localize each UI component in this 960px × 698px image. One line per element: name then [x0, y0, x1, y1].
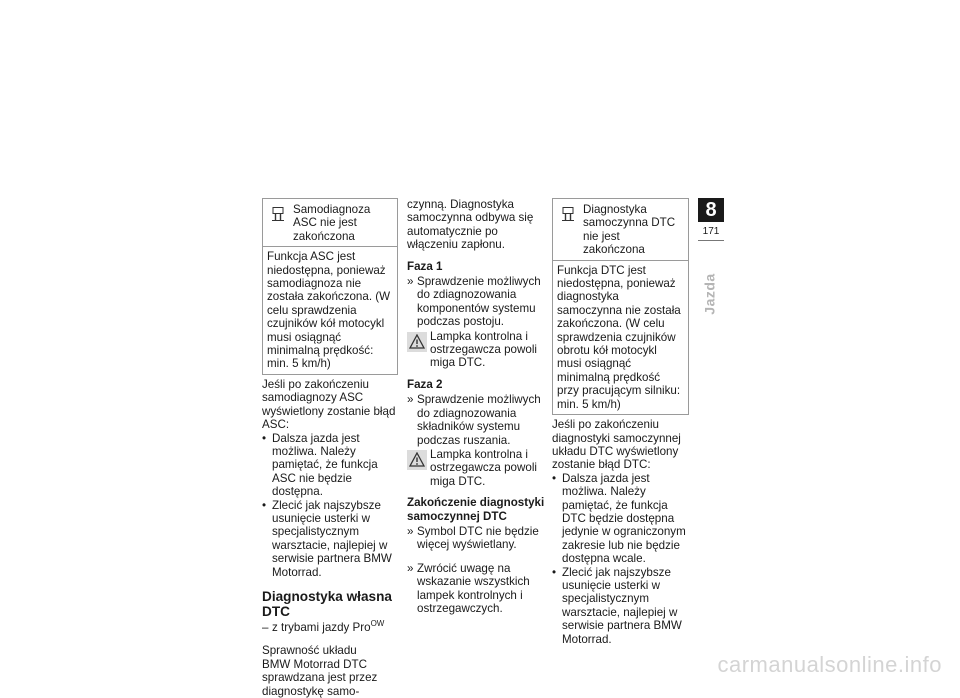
asc-error-list — [262, 432, 398, 579]
column-2 — [407, 198, 546, 615]
list-item: » Symbol DTC nie będzie więcej wyświetlany. — [407, 525, 546, 552]
phase2-lamp-text: Lampka kontrolna i ostrzegawcza powoli miga DTC. — [430, 447, 537, 488]
asc-error-intro: Jeśli po zakończeniu samodiagnozy ASC wyświetlony zostanie błąd ASC: — [262, 377, 396, 432]
function-label: Sprawność układu — [262, 644, 357, 658]
warning-triangle-icon — [407, 450, 427, 470]
list-item: • Zlecić jak najszybsze usunięcie usterki w specjalistycznym warsztacie, najlepiej w serwisie partnera BMW Motorrad. — [262, 499, 398, 579]
page-divider — [698, 240, 724, 241]
list-item: » Sprawdzenie możliwych do zdiagnozowania składników systemu podczas ruszania. — [407, 393, 546, 447]
dtc-note-title: Diagnostyka samoczynna DTC nie jest zakończona — [583, 203, 676, 257]
continuation-text: czynną. Diagnostyka samoczynna odbywa się automatycznie po włączeniu zapłonu. — [407, 198, 534, 252]
riding-modes-text: z trybami jazdy Pro — [272, 620, 371, 634]
dtc-note-box — [552, 198, 689, 415]
dash-mark: – — [262, 620, 269, 634]
section-title — [700, 268, 720, 320]
asc-note-header — [263, 199, 397, 247]
phase1-lamp-note — [407, 330, 546, 370]
phase1-lamp-text: Lampka kontrolna i ostrzegawcza powoli miga DTC. — [430, 329, 537, 370]
warning-triangle-icon — [407, 332, 427, 352]
asc-note-box — [262, 198, 398, 375]
page-number: 171 — [702, 226, 720, 237]
function-text: BMW Motorrad DTC sprawdzana jest przez diagnostykę samo- — [262, 657, 378, 698]
end-diagnostics-title: Zakończenie diagnostyki samoczynnej DTC — [407, 496, 545, 523]
chapter-number: 8 — [698, 198, 724, 222]
list-item: • Zlecić jak najszybsze usunięcie usterki w specjalistycznym warsztacie, najlepiej w serwisie partnera BMW Motorrad. — [552, 566, 689, 646]
column-1 — [262, 198, 398, 698]
phase1-steps — [407, 275, 546, 329]
dtc-note-body: Funkcja DTC jest niedostępna, ponieważ diagnostyka samoczynna nie została zakończona. (W celu sprawdzenia czujników obrotu kół motocykl musi osiągnąć minimalną prędkość przy pracującym silniku: min. 5 km/h) — [557, 263, 681, 411]
column-3 — [552, 198, 689, 646]
phase1-title: Faza 1 — [407, 259, 443, 273]
list-item: » Zwrócić uwagę na wskazanie wszystkich lampek kontrolnych i ostrzegawczych. — [407, 562, 546, 616]
dtc-note-header — [553, 199, 688, 261]
riding-modes-line — [262, 621, 398, 634]
flag-marker-icon — [557, 203, 579, 221]
end-diagnostics-steps — [407, 525, 546, 615]
asc-note-body: Funkcja ASC jest niedostępna, ponieważ samodiagnoza nie została zakończona. (W celu sprawdzenia czujników kół motocykl musi osiągnąć minimalną prędkość: min. 5 km/h) — [267, 250, 391, 371]
riding-modes-sup: OW — [370, 619, 385, 629]
dtc-error-intro: Jeśli po zakończeniu diagnostyki samoczynnej układu DTC wyświetlony zostanie błąd DTC: — [552, 418, 681, 472]
section-title-text: Jazda — [701, 273, 718, 315]
phase2-steps — [407, 393, 546, 447]
list-item: • Dalsza jazda jest możliwa. Należy pamiętać, że funkcja ASC nie będzie dostępna. — [262, 432, 398, 499]
watermark: carmanualsonline.info — [717, 651, 942, 677]
list-item: • Dalsza jazda jest możliwa. Należy pamiętać, że funkcja DTC będzie dostępna jedynie w ograniczonym zakresie lub nie będzie dostępna wcale. — [552, 472, 689, 566]
list-item: » Sprawdzenie możliwych do zdiagnozowania komponentów systemu podczas postoju. — [407, 275, 546, 329]
phase2-title: Faza 2 — [407, 377, 443, 391]
asc-note-title: Samodiagnoza ASC nie jest zakończona — [293, 203, 371, 243]
chapter-tab — [698, 198, 724, 222]
dtc-error-list — [552, 472, 689, 646]
phase2-lamp-note — [407, 448, 546, 488]
section-heading: Diagnostyka własna DTC — [262, 588, 392, 619]
flag-marker-icon — [267, 203, 289, 221]
